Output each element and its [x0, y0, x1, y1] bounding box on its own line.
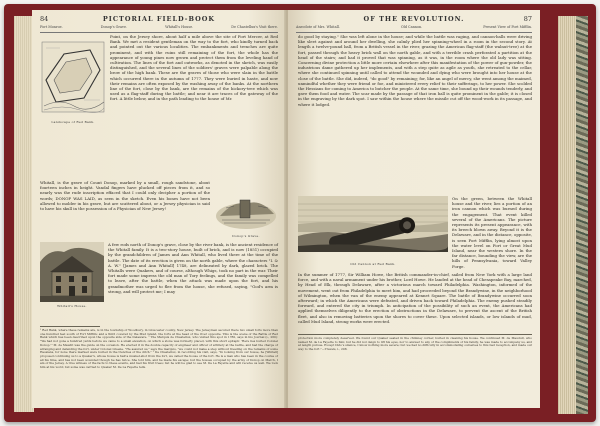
cannon-caption: Old Cannon at Red Bank.: [350, 262, 396, 266]
right-page-number: 87: [523, 15, 532, 23]
cannon-illustration: [298, 196, 448, 260]
marbled-edge: [576, 16, 588, 414]
grave-illustration: [214, 186, 278, 232]
right-subheads: [296, 25, 532, 33]
left-page-edges: [14, 16, 34, 412]
right-body-mid: On the green, between the Whitall house and the river, lies a portion of an iron cannon which was burned during the engagement. That event killed several of the Americans. The picture represents its present appearance, with its breech blown away. Beyond it is the Delaware, and in the distance, opposite, is seen Fort Mifflin, lying almost upon the water level on Fort or Great Mud Island, near the western shore. In the far distance, bounding the view, are the hills of Pennsylvania, toward Valley Forge.: [452, 196, 532, 269]
left-subhead: De Chastellux's Visit there.: [231, 25, 278, 29]
right-subhead: Old Cannon.: [400, 25, 423, 29]
right-subhead: Present View of Fort Mifflin.: [483, 25, 532, 29]
right-body-top: do good by staying." She was left alone in the house; and while the battle was raging, and cannon-balls were driving like sleet against and around her dwelling, she calmly plied her spinning-wheel in a room in the second story. At length a twelve-pound ball, from a British vessel in the river, grazing the American flag-staff (the walnut-tree) at the fort, passed through the heavy brick wall on the north gable, and with a terrible crash perforated a partition at the head of the stairs; and had it proved that was spinning, as it was, in the room where the old lady was sitting. Concerning divine protection a little more certain elsewhere after this manifestation of the power of gun-powder, the industrious dame gathered up her implements, and with a step quite as agile as youth, she retreated to the cellar, where she continued spinning until called to attend the wounded and dying who were brought into her house at the close of the battle. She did, indeed, "do good" by remaining; for, like an angel of mercy, she went among the maimed, unmindful whether they were friend or foe, and ministered every relief to their sufferings, to her power. She scolded the Hessians for coming to America to butcher the people. At the same time, she bound up their wounds tenderly, and gave them food and water. The scar made by the passage of that iron ball is quite prominent in the gable; it is closed in the engraving by the dark spot. I saw within the house where the missile cut off the wood-work in its passage, and where it lodged.: [298, 34, 532, 107]
right-subhead: Anecdote of Mrs. Whitall.: [296, 25, 340, 29]
left-subheads: [40, 25, 278, 33]
left-body-mid: Whitall, is the grave of Count Donop, marked by a small, rough sandstone, about fourteen inches in height. Vandal fingers have plucked off pieces from it, and so nearly was the rude inscription effaced that I could only decipher a portion of the words; DONOP WAS LAID, as seen in the sketch. Even his bones have not been allowed to molder in his grave, but are scattered about, or a Jersey physician is said to have his skull in the possession of a Physician of New Jersey!: [40, 180, 210, 212]
left-page-number: 84: [40, 15, 49, 23]
left-subhead: Whitall's House.: [165, 25, 194, 29]
left-page: [32, 10, 286, 408]
left-running-title: PICTORIAL FIELD-BOOK: [102, 15, 216, 23]
left-body-low: A few rods north of Donop's grave, close by the river bank, is the ancient residence of the Whitall family. It is a two-story house, built of brick, and is now (1851) occupied by the grandchildren of James and Ann Whitall, who lived there at the time of the battle. The date of its erection is given on the north gable, where the characters "I. & A. W." [James and Ann Whitall] 1748, are delineated by dark, glazed brick. The Whitalls were Quakers, and of course, although Whigs, took no part in the war. Their fort made some impress the old man of Tory feelings, and the family was compelled to leave, after the battle, when the attack was made upon the fort, and his grandmother was urged to flee from the house, she refused, saying, "God's arm is strong, and will protect me; I may: [108, 242, 278, 294]
fort-caption: Landscape of Red Bank.: [51, 120, 95, 124]
right-page: [288, 10, 540, 408]
right-running-title: OF THE REVOLUTION.: [363, 15, 465, 23]
cannon-drawing: [298, 196, 448, 260]
left-subhead: Donop's Grave.: [100, 25, 128, 29]
fort-plan-drawing: [40, 40, 106, 118]
house-illustration: [40, 242, 104, 302]
left-body-top: Point, on the Jersey shore, about half a mile above the site of Fort Mercer, at Red Bank. We met a resident gentleman on the way to the fort, who kindly turned back and pointed out the various localities. The embankments and trenches are quite prominent, and with the ruins still remaining of the fort, the whole has the appearance of young pines now grown and protect them from the leveling hand of cultivation. The lines of the fort and outworks, as denoted in the sketch, was easily distinguished, and the several lines of the soldiers' graves were palpable along the brow of the high bank. These are the graves of those who were slain in the battle which occurred there in the autumn of 1777. They were buried in haste, and now their remains are often exposed by the washing away of the banks. At the northern line of the fort, close by the bank, are the remains of the hickory-tree which was used as a flag-staff during the battle; and near it are traces of the gateway of the fort. A little below, and in the path leading to the house of Mr.: [110, 34, 278, 102]
left-subhead: Fort Monroe.: [40, 25, 63, 29]
right-footnotes: protection more completely deserved. We found our Quaker seated in the chimney corner, buried in cleaning his house. We continued M. de Mauduit, who named M. de La Fayette to him; but he did not deign to lift his eyes, nor to answer to any of the compliments of his family, he was made to accompany us, and at length pursue. Except Dido's silence, I know nothing more severe; but we had no difficulty in accommodating ourselves to this bad reception, and made our way to the fort."—Travels, i., 208.: [298, 336, 532, 352]
right-footnote-rule: [298, 334, 532, 335]
grave-caption: Donop's Grave.: [232, 234, 260, 238]
right-body-low: In the summer of 1777, Sir William Howe, the British commander-in-chief, sailed from New York with a large land force, and with a naval armament under his brother, Lord Howe. He landed at the head of Chesapeake Bay, marched, by Head of Elk, through Delaware, after a victorious march toward Philadelphia. Washington, informed of the movement, went out from Philadelphia to meet him, and had proceeded beyond the Brandywine, in the neighborhood of Wilmington, when the van of the enemy appeared at Kennet Square. The battle of Brandywine occurred soon afterward; in which the Americans were defeated, and driven back toward Philadelphia. The enemy pushed steadily forward, and entered the city in triumph. In anticipation of the possibility of such an event, the Americans had applied themselves diligently to the erection of obstructions in the Delaware, to prevent the ascent of the British fleet, and also in removing batteries upon the shores to cover these. Upon selected islands, or low islands of mud, called Mud Island, strong works were erected.: [298, 272, 532, 324]
house-drawing: [40, 242, 104, 302]
fort-plan-illustration: [40, 40, 106, 118]
right-running-head: [296, 15, 532, 25]
grave-drawing: [214, 186, 278, 232]
left-footnote-rule: [40, 326, 100, 327]
left-running-head: [40, 15, 278, 25]
house-caption: Whitall's House.: [57, 304, 87, 308]
right-page-edges: [558, 16, 588, 414]
left-footnotes: ¹ Red Bank, where these remains are, is in the township of Woodbury, in Gloucester county, New Jersey. The Jerseymen secured there two small forts more than one hundred feet south of Fort Mifflin; and a third covered by the Mud Island, the forts at the head of the river opposite. This is the scene of the Battle of Red Bank which has been described upon the opposite side of the Delaware. ² The Marquis de Chastellux, who visited this spot in 1780, says in his Journal (i., 260): "We had not gone a hundred yards before we came to a small elevation, on which a stone was formerly placed, with this short epitaph: 'Here lies buried Colonel Donop.'" M. de Maudit was the guide on the occasion. He erected it in the double capacity of engineer and officer of artillery at the battle, and had the charge of arranging and defending the fort, under Colonel Greene. "He assured us," says the marquis, "we could not make a step without treading on the remains of some Hessians, for none there marked were buried in the trenches of the ditch." ³ De Chastellux, in recording his visit, says, "In looking from our house, he [Whitall] proposed continuing us to a Quaker's, whose house is half a musket-shot from the fort, we called the house of the fort. He is a man who has been in the course of all his time, and has not been wounded though he has twice. She told him, and he made his escape; but the houses occupied by the army of Donop on March, I am of the Jersey. A true witness of the facts to these events, and had his fruit trees; but he will be glad to see M. De La Fayette and will receive us well. We took him at his word; but some was carried to Quaker M. De La Fayette tells.: [40, 328, 278, 370]
